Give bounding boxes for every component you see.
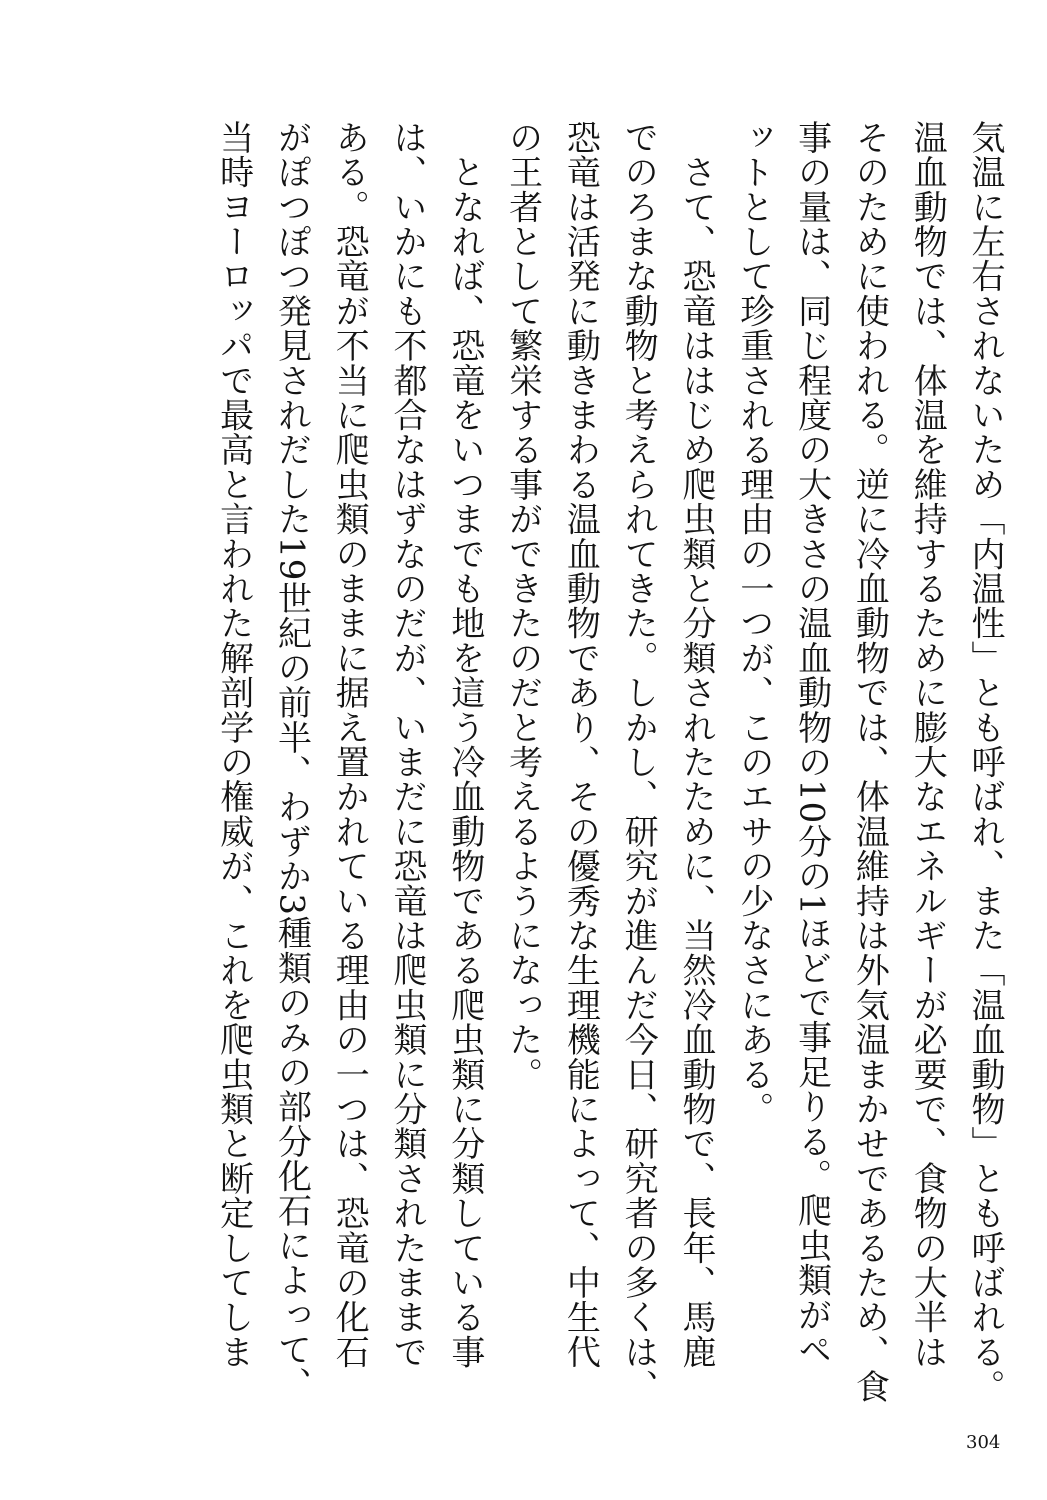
text-line: 温血動物では、体温を維持するために膨大なエネルギーが必要で、食物の大半は — [907, 120, 948, 1370]
text-line: 恐竜は活発に動きまわる温血動物であり、その優秀な生理機能によって、中生代 — [560, 120, 601, 1370]
text-line: がぽつぽつ発見されだした19世紀の前半、わずか3種類のみの部分化石によって、 — [271, 120, 312, 1402]
text-line: 当時ヨーロッパで最高と言われた解剖学の権威が、これを爬虫類と断定してしま — [213, 120, 254, 1370]
text-line: は、いかにも不都合なはずなのだが、いまだに恐竜は爬虫類に分類されたままで — [387, 120, 428, 1370]
text-line: でのろまな動物と考えられてきた。しかし、研究が進んだ今日、研究者の多くは、 — [618, 120, 659, 1404]
text-line: の王者として繁栄する事ができたのだと考えるようになった。 — [502, 120, 543, 1092]
text-line: 事の量は、同じ程度の大きさの温血動物の10分の1ほどで事足りる。爬虫類がペ — [791, 120, 832, 1367]
text-line: となれば、恐竜をいつまでも地を這う冷血動物である爬虫類に分類している事 — [444, 120, 485, 1370]
text-line: ある。恐竜が不当に爬虫類のままに据え置かれている理由の一つは、恐竜の化石 — [329, 120, 370, 1370]
body-text — [198, 120, 1013, 1420]
text-line: さて、恐竜ははじめ爬虫類と分類されたために、当然冷血動物で、長年、馬鹿 — [676, 120, 717, 1370]
text-line: ットとして珍重される理由の一つが、このエサの少なさにある。 — [733, 120, 774, 1127]
text-line: 気温に左右されないため「内温性」とも呼ばれ、また「温血動物」とも呼ばれる。 — [965, 120, 1005, 1404]
text-line: そのために使われる。逆に冷血動物では、体温維持は外気温まかせであるため、食 — [849, 120, 890, 1404]
page-number: 304 — [966, 1432, 1001, 1453]
